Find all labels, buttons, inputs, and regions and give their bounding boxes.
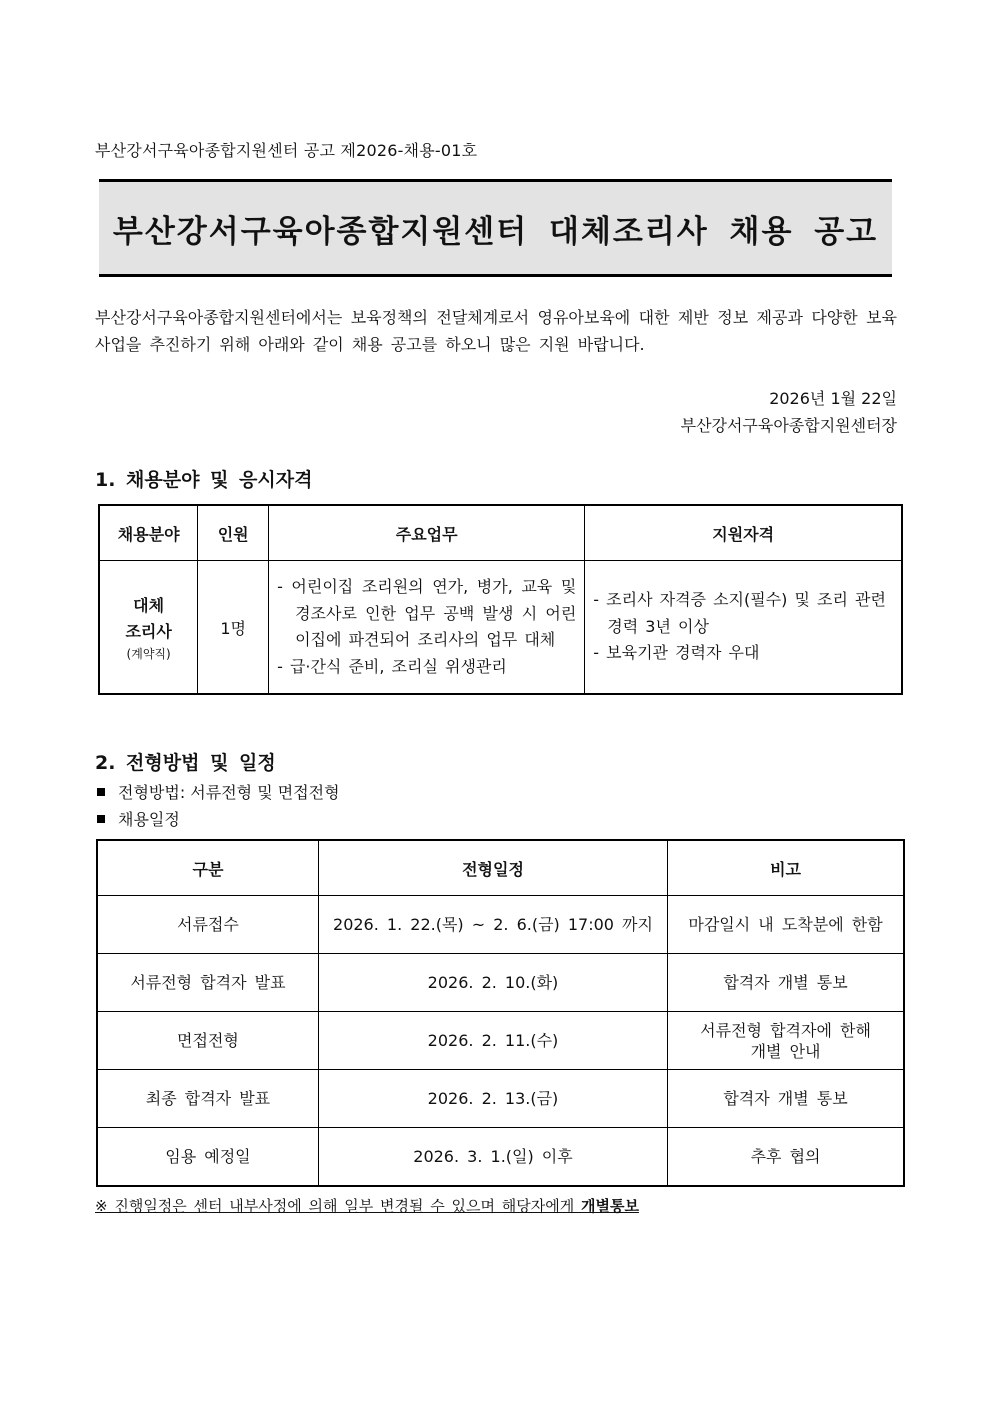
header-duties: 주요업무 <box>269 505 585 561</box>
schedule-cell: 2026. 2. 13.(금) <box>318 1070 667 1128</box>
footnote-text: ※ 진행일정은 센터 내부사정에 의해 일부 변경될 수 있으며 해당자에게 <box>95 1197 581 1215</box>
notice-number: 부산강서구육아종합지원센터 공고 제2026-채용-01호 <box>95 141 478 160</box>
table-row <box>97 954 904 1012</box>
schedule-table <box>96 839 905 1187</box>
header-count: 인원 <box>198 505 269 561</box>
duties-cell <box>269 561 585 695</box>
table-row <box>99 561 902 695</box>
header-stage: 구분 <box>97 840 318 896</box>
schedule-cell: 2026. 3. 1.(일) 이후 <box>318 1128 667 1187</box>
note-cell: 합격자 개별 통보 <box>668 1070 904 1128</box>
intro-paragraph: 부산강서구육아종합지원센터에서는 보육정책의 전달체계로서 영유아보육에 대한 제반 정보 제공과 다양한 보육사업을 추진하기 위해 아래와 같이 채용 공고를 하오니 많은 지원 바랍니다. <box>95 308 897 354</box>
header-note: 비고 <box>668 840 904 896</box>
header-schedule: 전형일정 <box>318 840 667 896</box>
stage-cell: 임용 예정일 <box>97 1128 318 1187</box>
bullet-item <box>97 780 340 803</box>
table-row <box>97 1128 904 1187</box>
table-row <box>97 1070 904 1128</box>
stage-cell: 면접전형 <box>97 1012 318 1070</box>
table-row <box>97 1012 904 1070</box>
footnote-bold: 개별통보 <box>580 1197 639 1215</box>
table-header-row <box>99 505 902 561</box>
qualification-item: - 보육기관 경력자 우대 <box>593 643 760 663</box>
field-note: (계약직) <box>126 646 171 661</box>
page-title: 부산강서구육아종합지원센터 대체조리사 채용 공고 <box>112 213 879 250</box>
field-line1: 대체 <box>133 595 165 615</box>
qualification-item: - 조리사 자격증 소지(필수) 및 조리 관련 경력 3년 이상 <box>593 590 886 636</box>
duty-item: - 어린이집 조리원의 연가, 병가, 교육 및 경조사로 인한 업무 공백 발생 시 어린이집에 파견되어 조리사의 업무 대체 <box>277 577 577 649</box>
square-bullet-icon <box>97 788 105 796</box>
title-box <box>99 179 892 277</box>
table-row <box>97 896 904 954</box>
note-cell: 합격자 개별 통보 <box>668 954 904 1012</box>
position-table <box>98 504 903 695</box>
bullet-text: 전형방법: 서류전형 및 면접전형 <box>118 783 340 802</box>
stage-cell: 서류전형 합격자 발표 <box>97 954 318 1012</box>
bullet-text: 채용일정 <box>118 810 180 829</box>
schedule-cell: 2026. 2. 10.(화) <box>318 954 667 1012</box>
note-cell: 추후 협의 <box>668 1128 904 1187</box>
square-bullet-icon <box>97 815 105 823</box>
note-cell: 마감일시 내 도착분에 한함 <box>668 896 904 954</box>
count-cell: 1명 <box>198 561 269 695</box>
schedule-cell: 2026. 2. 11.(수) <box>318 1012 667 1070</box>
issuer: 부산강서구육아종합지원센터장 <box>680 416 897 435</box>
duty-item: - 급·간식 준비, 조리실 위생관리 <box>277 656 507 676</box>
header-qualifications: 지원자격 <box>585 505 902 561</box>
qualifications-cell <box>585 561 902 695</box>
section1-title: 1. 채용분야 및 응시자격 <box>95 469 313 491</box>
bullet-item <box>97 807 180 830</box>
field-line2: 조리사 <box>125 621 172 641</box>
stage-cell: 서류접수 <box>97 896 318 954</box>
header-field: 채용분야 <box>99 505 198 561</box>
stage-cell: 최종 합격자 발표 <box>97 1070 318 1128</box>
field-cell <box>99 561 198 695</box>
issue-block <box>681 385 897 439</box>
footnote <box>95 1195 639 1216</box>
issue-date: 2026년 1월 22일 <box>769 389 897 408</box>
schedule-cell: 2026. 1. 22.(목) ~ 2. 6.(금) 17:00 까지 <box>318 896 667 954</box>
note-cell: 서류전형 합격자에 한해 개별 안내 <box>668 1012 904 1070</box>
table-header-row <box>97 840 904 896</box>
section2-title: 2. 전형방법 및 일정 <box>95 752 276 774</box>
